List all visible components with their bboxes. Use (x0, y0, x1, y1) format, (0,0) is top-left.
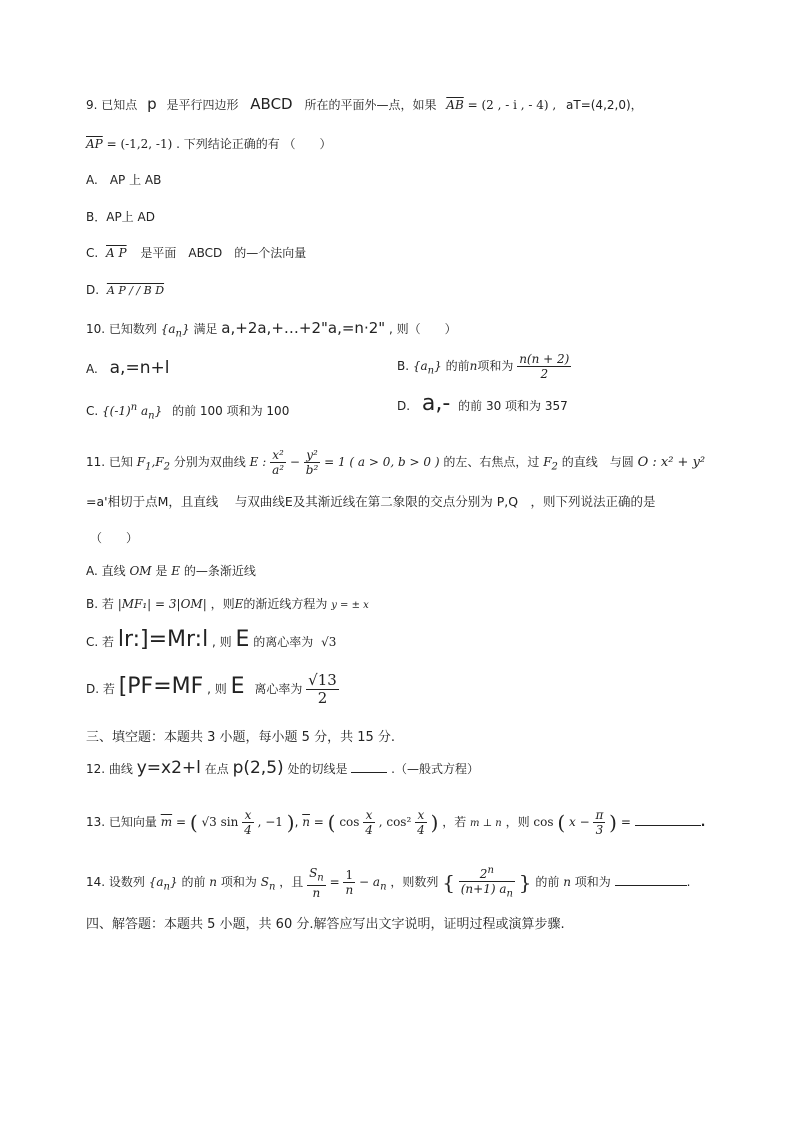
q9-option-c: C. A P 是平面 ABCD 的—个法向量 (86, 246, 307, 260)
vector-ab: $\overline{AB}$ (446, 98, 464, 112)
q11-stem-line1: 11. 已知 $F_1,F_2$ 分别为双曲线 E : $\frac{\text{x²}}{\text{a²}}$ − $\frac{\text{y²}}{\text{b²}}$ = 1 ( a > 0, b > 0 ) 的左、右焦点，过 $F_2$ 的直线 与圆 O : x² + y² (86, 448, 706, 477)
q10-stem: 10. 已知数列 $\{a_n\}$ 满足 a,+2a,+…+2"a,=n·2" , 则（ ） (86, 319, 457, 340)
q11-stem-line3: （ ） (90, 531, 139, 545)
q9-stem-line1: 9. 已知点 p 是平行四边形 ABCD 所在的平面外—点，如果 $\overline{AB} = (2$ , - i , - 4) , aT=(4,2,0)， (86, 95, 643, 113)
q11-option-a: A. 直线 OM 是 E 的—条渐近线 (86, 564, 256, 578)
section-3-title: 三、填空题：本题共 3 小题，每小题 5 分，共 15 分. (86, 730, 396, 745)
q10-option-a: A. a,=n+l (86, 358, 170, 378)
q10-option-b: B. $\{a_n\}$ 的前n项和为 $\frac{n(n + 2)}{2}$ (397, 352, 570, 381)
q14: 14. 设数列 $\{a_n\}$ 的前 n 项和为 $S_n$ ，且 $\frac{S_n}{n}$ = $\frac{1}{n}$ − $a_n$ ，则数列 { $\frac{2^n}{(n+1) a_n}$ } 的前 n 项和为 . (86, 865, 691, 900)
q13: 13. 已知向量 $\overline{m}$ = ( √3 sin $\frac{x}{4}$ , −1 ), $\overline{n}$ = ( cos $\frac{x}{4}$ , cos² $\frac{x}{4}$ ) ，若 m ⊥ n ，则 cos ( x − $\frac{\pi}{3}$ ) = . (86, 808, 706, 837)
q9-option-a: A. AP 上 AB (86, 173, 162, 187)
q11-stem-line2: =a'相切于点M，且直线 与双曲线E及其渐近线在第二象限的交点分别为 P,Q ，则下列说法正确的是 (86, 494, 656, 509)
q9-option-b: B．AP上 AD (86, 210, 155, 224)
q11-d-fraction: $\frac{√13}{2}$ (308, 671, 337, 707)
q11-option-c: C. 若 lr:]=Mr:l , 则 E 的离心率为 √3 (86, 627, 337, 652)
q9-stem-line2: $\overline{AP} = (-1,2$, -1) . 下列结论正确的有 （ ） (86, 137, 332, 151)
q13-answer-blank[interactable] (635, 813, 701, 826)
q14-answer-blank[interactable] (615, 873, 687, 886)
q9-option-d: D. A P / / B D (86, 283, 165, 297)
section-4-title: 四、解答题：本题共 5 小题，共 60 分.解答应写出文字说明，证明过程或演算步骤. (86, 917, 565, 932)
q10-b-fraction: $\frac{n(n + 2)}{2}$ (519, 352, 570, 381)
q12: 12. 曲线 y=x2+l 在点 p(2,5) 处的切线是 .（—般式方程） (86, 758, 479, 778)
q12-answer-blank[interactable] (351, 760, 387, 773)
q11-option-b: B. 若 |MF₁| = 3|OM| ，则E的渐近线方程为 y = ± x (86, 597, 369, 611)
q10-option-d: D. a,- 的前 30 项和为 357 (397, 391, 568, 416)
vector-ap: $\overline{AP}$ (86, 137, 103, 151)
q10-option-c: C. {$(-1)^n$ $a_n$} 的前 100 项和为 100 (86, 402, 290, 422)
q11-option-d: D. 若 [PF=MF , 则 E 离心率为 $\frac{√13}{2}$ (86, 671, 337, 707)
